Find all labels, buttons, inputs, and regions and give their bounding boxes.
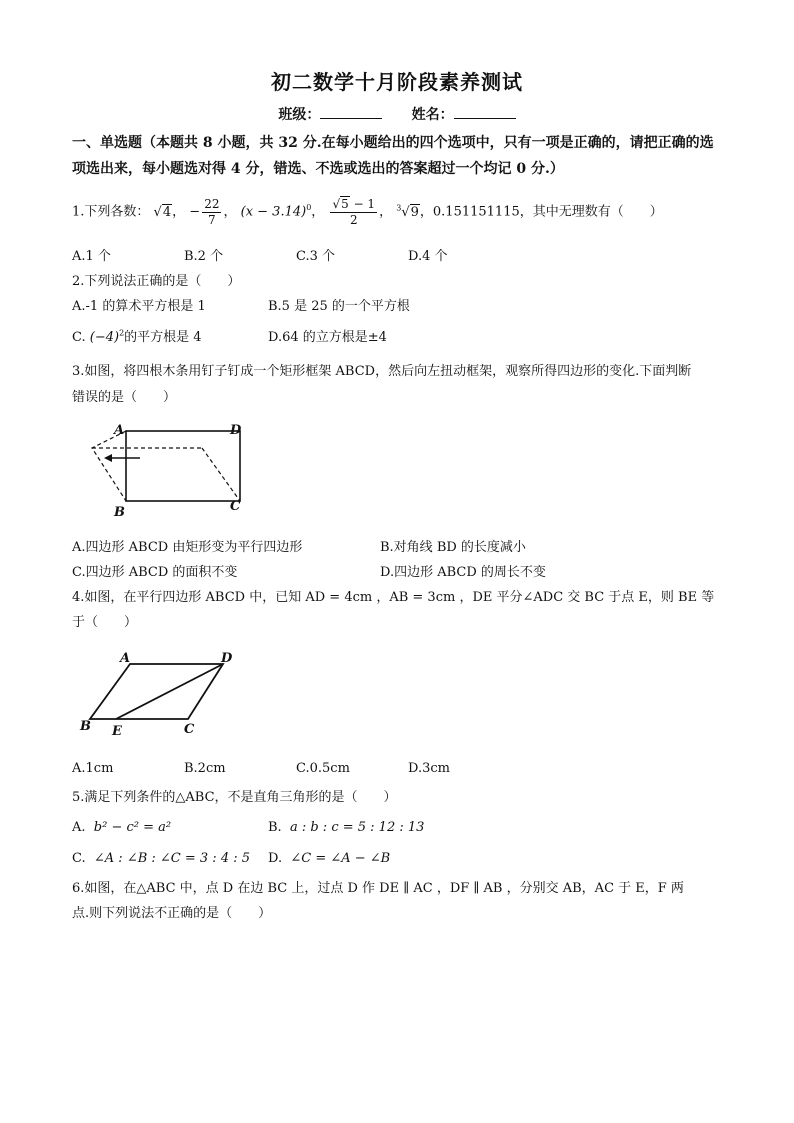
label-a: A bbox=[120, 651, 131, 666]
q4-option-d[interactable]: D.3cm bbox=[408, 761, 450, 776]
student-info-line bbox=[0, 104, 794, 124]
q3-option-d[interactable]: D.四边形 ABCD 的周长不变 bbox=[380, 565, 546, 580]
label-b: B bbox=[80, 719, 91, 734]
question-3-stem-line1: 3.如图，将四根木条用钉子钉成一个矩形框架 ABCD，然后向左扭动框架，观察所得四边形的变化.下面判断 bbox=[72, 364, 692, 379]
cube-root-9: $^3$√9 bbox=[396, 203, 419, 220]
section-heading: 一、单选题（本题共 8 小题，共 32 分.在每小题给出的四个选项中，只有一项是正确的，请把正确的选项选出来，每小题选对得 4 分，错选、不选或选出的答案超过一个均记 0 分.） bbox=[72, 135, 714, 177]
q1-option-b[interactable]: B.2 个 bbox=[184, 249, 224, 264]
q1-option-c[interactable]: C.3 个 bbox=[296, 249, 336, 264]
class-blank[interactable] bbox=[320, 106, 382, 119]
q1-tail: ，0.151151115，其中无理数有（ ） bbox=[419, 204, 663, 220]
rectangle-abcd bbox=[126, 431, 240, 501]
q5-option-d[interactable]: D. ∠C = ∠A − ∠B bbox=[268, 851, 391, 866]
q1-option-d[interactable]: D.4 个 bbox=[408, 249, 448, 264]
q3-option-a[interactable]: A.四边形 ABCD 由矩形变为平行四边形 bbox=[72, 540, 303, 555]
q1-option-a[interactable]: A.1 个 bbox=[72, 249, 111, 264]
fraction-22-7: $\frac{22}{7}$ bbox=[204, 196, 220, 227]
arrow-left-icon bbox=[104, 454, 112, 462]
figure-parallelogram bbox=[78, 648, 248, 742]
label-e: E bbox=[112, 724, 122, 739]
question-4-stem-line2: 于（ ） bbox=[72, 615, 138, 630]
q5-option-a[interactable]: A. b² − c² = a² bbox=[72, 820, 172, 835]
q3-option-b[interactable]: B.对角线 BD 的长度减小 bbox=[380, 540, 526, 555]
q2-option-d[interactable]: D.64 的立方根是±4 bbox=[268, 330, 387, 345]
figure-rectangle-frame bbox=[84, 420, 254, 520]
dashed-right-edge bbox=[202, 448, 240, 501]
q4-option-b[interactable]: B.2cm bbox=[184, 761, 226, 776]
q2-option-a[interactable]: A.-1 的算术平方根是 1 bbox=[72, 299, 206, 314]
name-blank[interactable] bbox=[454, 106, 516, 119]
neg-sign: − bbox=[189, 204, 201, 220]
q1-prefix: 1.下列各数： bbox=[72, 204, 150, 220]
q2-option-b[interactable]: B.5 是 25 的一个平方根 bbox=[268, 299, 410, 314]
question-1-stem: 1.下列各数： √4， − $\frac{22}{7}$ ， $(x - 3.14)^0$， $\frac{√5 - 1}{2}$ ， $^3$√9，0.151151115，其中无理数有（ ） bbox=[72, 196, 663, 227]
parallelogram-abcd bbox=[90, 664, 223, 719]
sqrt-4: √4 bbox=[153, 204, 172, 220]
label-a: A bbox=[114, 423, 125, 438]
dashed-left-edge bbox=[92, 431, 126, 501]
question-4-stem-line1: 4.如图，在平行四边形 ABCD 中，已知 AD = 4cm ，AB = 3cm ，DE 平分∠ADC 交 BC 于点 E，则 BE 等 bbox=[72, 590, 715, 605]
q4-option-a[interactable]: A.1cm bbox=[72, 761, 114, 776]
q4-option-c[interactable]: C.0.5cm bbox=[296, 761, 350, 776]
label-d: D bbox=[230, 423, 242, 438]
fraction-sqrt5: $\frac{√5 - 1}{2}$ bbox=[332, 197, 376, 227]
name-label: 姓名： bbox=[411, 107, 454, 123]
class-label: 班级： bbox=[278, 107, 321, 123]
label-b: B bbox=[114, 505, 125, 520]
q2-option-c[interactable]: C. $(-4)^2$的平方根是 4 bbox=[72, 328, 202, 345]
question-6-stem-line1: 6.如图，在△ABC 中，点 D 在边 BC 上，过点 D 作 DE ∥ AC ，DF ∥ AB ，分别交 AB，AC 于 E，F 两 bbox=[72, 881, 684, 896]
question-3-stem-line2: 错误的是（ ） bbox=[72, 390, 177, 405]
label-d: D bbox=[221, 651, 233, 666]
question-2-stem: 2.下列说法正确的是（ ） bbox=[72, 274, 241, 289]
power-expression: (x − 3.14) bbox=[240, 204, 307, 220]
q5-option-b[interactable]: B. a : b : c = 5 : 12 : 13 bbox=[268, 820, 425, 835]
label-c: C bbox=[230, 499, 241, 514]
q5-option-c[interactable]: C. ∠A : ∠B : ∠C = 3 : 4 : 5 bbox=[72, 851, 251, 866]
question-5-stem: 5.满足下列条件的△ABC，不是直角三角形的是（ ） bbox=[72, 790, 397, 805]
q3-option-c[interactable]: C.四边形 ABCD 的面积不变 bbox=[72, 565, 238, 580]
label-c: C bbox=[184, 722, 195, 737]
page-title: 初二数学十月阶段素养测试 bbox=[271, 70, 523, 94]
question-6-stem-line2: 点.则下列说法不正确的是（ ） bbox=[72, 906, 272, 921]
segment-de bbox=[116, 664, 223, 719]
